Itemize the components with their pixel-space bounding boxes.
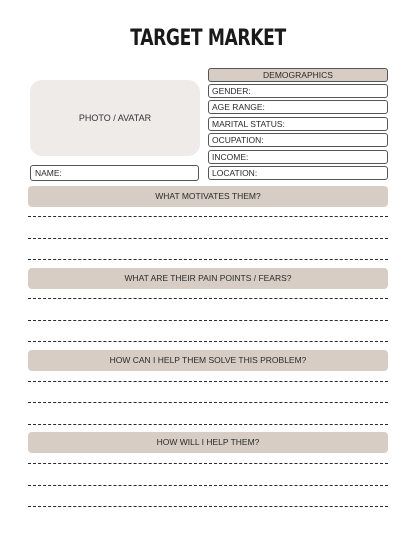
writing-line[interactable] — [28, 424, 388, 425]
writing-line[interactable] — [28, 463, 388, 464]
section-heading-how-help: HOW WILL I HELP THEM? — [28, 432, 388, 453]
name-label: NAME: — [35, 168, 62, 178]
writing-line[interactable] — [28, 216, 388, 217]
occupation-label: OCUPATION: — [212, 135, 264, 145]
page-title: TARGET MARKET — [130, 26, 286, 51]
marital-status-field[interactable] — [208, 117, 388, 131]
writing-line[interactable] — [28, 259, 388, 260]
income-label: INCOME: — [212, 152, 249, 162]
writing-line[interactable] — [28, 485, 388, 486]
writing-line[interactable] — [28, 381, 388, 382]
writing-line[interactable] — [28, 320, 388, 321]
photo-avatar-label: PHOTO / AVATAR — [78, 113, 152, 123]
section-heading-solve-problem: HOW CAN I HELP THEM SOLVE THIS PROBLEM? — [28, 350, 388, 371]
marital-status-label: MARITAL STATUS: — [212, 119, 285, 129]
name-field[interactable] — [30, 165, 199, 181]
gender-label: GENDER: — [212, 86, 251, 96]
location-label: LOCATION: — [212, 168, 258, 178]
section-heading-motivations: WHAT MOTIVATES THEM? — [28, 186, 388, 207]
age-range-field[interactable] — [208, 100, 388, 114]
writing-line[interactable] — [28, 238, 388, 239]
photo-avatar-placeholder[interactable] — [30, 80, 200, 156]
writing-line[interactable] — [28, 506, 388, 507]
section-heading-pain-points: WHAT ARE THEIR PAIN POINTS / FEARS? — [28, 268, 388, 289]
writing-line[interactable] — [28, 298, 388, 299]
writing-line[interactable] — [28, 341, 388, 342]
gender-field[interactable] — [208, 84, 388, 98]
age-range-label: AGE RANGE: — [212, 102, 265, 112]
income-field[interactable] — [208, 150, 388, 164]
location-field[interactable] — [208, 166, 388, 180]
demographics-header: DEMOGRAPHICS — [208, 68, 388, 82]
occupation-field[interactable] — [208, 133, 388, 147]
writing-line[interactable] — [28, 402, 388, 403]
